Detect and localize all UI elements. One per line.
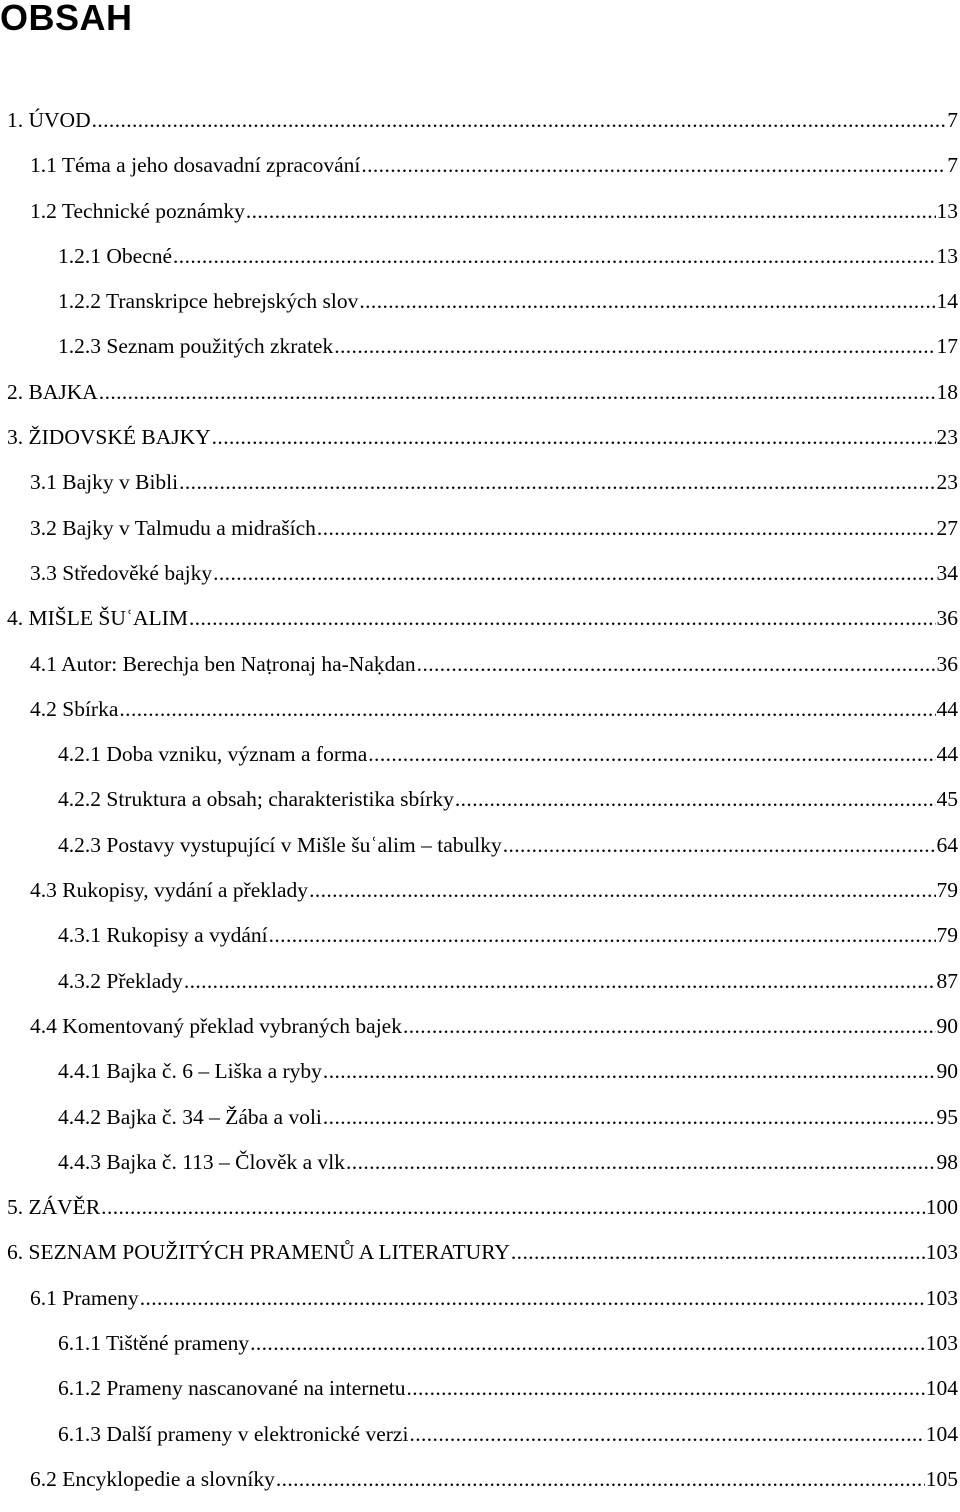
- toc-entry[interactable]: [0, 1004, 958, 1049]
- dot-leader: [417, 642, 936, 687]
- toc-entry[interactable]: [0, 1095, 958, 1140]
- toc-entry[interactable]: [0, 189, 958, 234]
- toc-entry-page: 100: [925, 1195, 958, 1220]
- toc-entry[interactable]: [0, 959, 958, 1004]
- toc-entry[interactable]: [0, 1185, 958, 1230]
- toc-entry-label: 6.2 Encyklopedie a slovníky: [30, 1466, 275, 1491]
- toc-entry-page: 95: [936, 1104, 958, 1129]
- toc-entry-label: 4.3.2 Překlady: [58, 968, 183, 993]
- dot-leader: [346, 1140, 935, 1185]
- toc-entry-page: 34: [936, 560, 958, 585]
- dot-leader: [361, 143, 946, 188]
- dot-leader: [403, 1004, 936, 1049]
- toc-entry-label: 4.4 Komentovaný překlad vybraných bajek: [30, 1013, 402, 1038]
- toc-entry-page: 79: [936, 878, 958, 903]
- toc-entry-page: 45: [936, 787, 958, 812]
- toc-entry-page: 104: [925, 1376, 958, 1401]
- dot-leader: [276, 1457, 925, 1502]
- dot-leader: [99, 370, 936, 415]
- toc-entry-label: 6.1.2 Prameny nascanované na internetu: [58, 1376, 406, 1401]
- toc-entry-page: 23: [936, 425, 958, 450]
- toc-entry-page: 87: [936, 968, 958, 993]
- toc-entry[interactable]: [0, 913, 958, 958]
- toc-entry-page: 7: [947, 153, 958, 178]
- toc-entry-label: 2. BAJKA: [7, 379, 98, 404]
- dot-leader: [269, 913, 936, 958]
- toc-entry-label: 6.1 Prameny: [30, 1285, 139, 1310]
- toc-entry-label: 3. ŽIDOVSKÉ BAJKY: [7, 425, 211, 450]
- toc-entry-page: 17: [936, 334, 958, 359]
- dot-leader: [323, 1095, 936, 1140]
- toc-entry-page: 36: [936, 651, 958, 676]
- toc-entry-page: 13: [936, 198, 958, 223]
- dot-leader: [409, 1412, 924, 1457]
- toc-entry-page: 104: [925, 1421, 958, 1446]
- toc-entry-label: 6.1.1 Tištěné prameny: [58, 1331, 250, 1356]
- toc-entry[interactable]: [0, 460, 958, 505]
- toc-entry-label: 4.4.1 Bajka č. 6 – Liška a ryby: [58, 1059, 322, 1084]
- dot-leader: [212, 415, 936, 460]
- toc-entry-page: 98: [936, 1149, 958, 1174]
- toc-entry[interactable]: [0, 98, 958, 143]
- toc-entry-label: 4.3 Rukopisy, vydání a překlady: [30, 878, 309, 903]
- dot-leader: [406, 1366, 924, 1411]
- dot-leader: [184, 959, 936, 1004]
- toc-entry-label: 1.1 Téma a jeho dosavadní zpracování: [30, 153, 361, 178]
- toc-entry-page: 103: [925, 1331, 958, 1356]
- toc-entry[interactable]: [0, 1457, 958, 1502]
- toc-entry[interactable]: [0, 1412, 958, 1457]
- toc-entry[interactable]: [0, 1321, 958, 1366]
- dot-leader: [179, 460, 935, 505]
- toc-entry-label: 4.2.1 Doba vzniku, význam a forma: [58, 742, 368, 767]
- toc-entry[interactable]: [0, 777, 958, 822]
- toc-entry[interactable]: [0, 324, 958, 369]
- toc-entry-page: 44: [936, 742, 958, 767]
- dot-leader: [309, 868, 935, 913]
- dot-leader: [317, 506, 936, 551]
- dot-leader: [323, 1049, 936, 1094]
- dot-leader: [359, 279, 935, 324]
- toc-entry-label: 4.2 Sbírka: [30, 696, 119, 721]
- dot-leader: [173, 234, 935, 279]
- toc-entry-page: 64: [936, 832, 958, 857]
- toc-entry-page: 79: [936, 923, 958, 948]
- toc-entry-label: 4.4.3 Bajka č. 113 – Člověk a vlk: [58, 1149, 346, 1174]
- toc-entry-label: 4.2.2 Struktura a obsah; charakteristika sbírky: [58, 787, 454, 812]
- toc-entry-page: 105: [925, 1466, 958, 1491]
- table-of-contents: [0, 98, 958, 1502]
- toc-entry[interactable]: [0, 143, 958, 188]
- toc-entry-page: 18: [936, 379, 958, 404]
- dot-leader: [92, 98, 947, 143]
- toc-entry[interactable]: [0, 1366, 958, 1411]
- toc-entry[interactable]: [0, 1230, 958, 1275]
- toc-entry-page: 23: [936, 470, 958, 495]
- dot-leader: [250, 1321, 925, 1366]
- toc-entry[interactable]: [0, 596, 958, 641]
- dot-leader: [455, 777, 936, 822]
- dot-leader: [189, 596, 936, 641]
- toc-entry[interactable]: [0, 551, 958, 596]
- toc-entry[interactable]: [0, 370, 958, 415]
- dot-leader: [140, 1276, 925, 1321]
- toc-entry-label: 4.4.2 Bajka č. 34 – Žába a voli: [58, 1104, 322, 1129]
- toc-entry-label: 4. MIŠLE ŠUʿALIM: [7, 606, 188, 631]
- toc-entry[interactable]: [0, 234, 958, 279]
- toc-entry-label: 1.2 Technické poznámky: [30, 198, 245, 223]
- toc-entry-label: 6.1.3 Další prameny v elektronické verzi: [58, 1421, 409, 1446]
- dot-leader: [213, 551, 935, 596]
- toc-entry[interactable]: [0, 1140, 958, 1185]
- toc-entry[interactable]: [0, 868, 958, 913]
- toc-entry[interactable]: [0, 415, 958, 460]
- page-title: OBSAH: [0, 0, 133, 38]
- toc-entry[interactable]: [0, 823, 958, 868]
- toc-entry[interactable]: [0, 1049, 958, 1094]
- toc-entry-label: 6. SEZNAM POUŽITÝCH PRAMENŮ A LITERATURY: [7, 1240, 510, 1265]
- toc-entry[interactable]: [0, 1276, 958, 1321]
- dot-leader: [511, 1230, 925, 1275]
- toc-entry[interactable]: [0, 506, 958, 551]
- toc-entry-label: 3.2 Bajky v Talmudu a midraších: [30, 515, 316, 540]
- toc-entry-page: 36: [936, 606, 958, 631]
- dot-leader: [368, 732, 935, 777]
- dot-leader: [119, 687, 935, 732]
- dot-leader: [101, 1185, 925, 1230]
- toc-entry-label: 4.1 Autor: Berechja ben Naṭronaj ha-Naḳdan: [30, 651, 416, 676]
- toc-entry-label: 4.3.1 Rukopisy a vydání: [58, 923, 268, 948]
- toc-entry-label: 1. ÚVOD: [7, 108, 91, 132]
- toc-entry-page: 13: [936, 243, 958, 268]
- toc-entry-label: 3.3 Středověké bajky: [30, 560, 213, 585]
- toc-entry-label: 4.2.3 Postavy vystupující v Mišle šuʿalim – tabulky: [58, 832, 502, 857]
- toc-entry-page: 90: [936, 1013, 958, 1038]
- toc-entry[interactable]: [0, 279, 958, 324]
- toc-entry-page: 44: [936, 696, 958, 721]
- toc-entry-page: 7: [947, 108, 958, 132]
- dot-leader: [503, 823, 936, 868]
- toc-entry-page: 27: [936, 515, 958, 540]
- toc-entry-label: 1.2.3 Seznam použitých zkratek: [58, 334, 334, 359]
- toc-entry-label: 1.2.2 Transkripce hebrejských slov: [58, 289, 359, 314]
- toc-entry-label: 1.2.1 Obecné: [58, 243, 173, 268]
- toc-entry-page: 90: [936, 1059, 958, 1084]
- toc-entry-page: 103: [925, 1285, 958, 1310]
- toc-entry[interactable]: [0, 642, 958, 687]
- toc-entry-label: 5. ZÁVĚR: [7, 1195, 101, 1220]
- toc-entry-page: 103: [925, 1240, 958, 1265]
- dot-leader: [246, 189, 936, 234]
- dot-leader: [334, 324, 935, 369]
- toc-entry-label: 3.1 Bajky v Bibli: [30, 470, 179, 495]
- toc-entry-page: 14: [936, 289, 958, 314]
- toc-entry[interactable]: [0, 687, 958, 732]
- toc-entry[interactable]: [0, 732, 958, 777]
